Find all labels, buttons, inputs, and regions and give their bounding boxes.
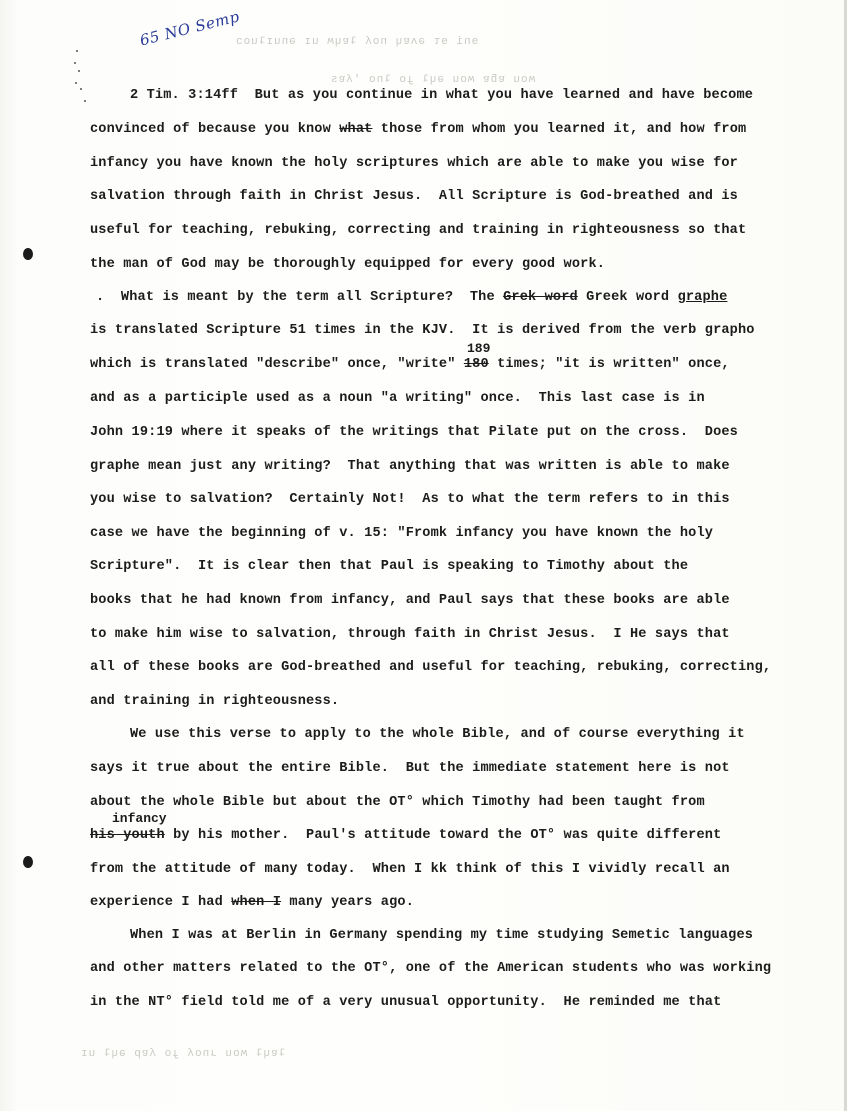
text-line: and training in righteousness. <box>90 694 340 709</box>
text-line: . What is meant by the term all Scripture? The Grek word Greek word graphe <box>96 290 728 305</box>
text-line: John 19:19 where it speaks of the writings that Pilate put on the cross. Does <box>90 425 738 440</box>
text-line: is translated Scripture 51 times in the KJV. It is derived from the verb grapho <box>90 323 755 338</box>
text-line: about the whole Bible but about the OT° which Timothy had been taught from <box>90 795 705 810</box>
text-line: convinced of because you know what those from whom you learned it, and how from <box>90 122 747 137</box>
text-line: and other matters related to the OT°, one of the American students who was working <box>90 961 772 976</box>
handwritten-note: 65 NO Semp <box>138 7 242 50</box>
bleed-through-text: ʍou ɐƃɐ ʍou ǝɥʇ ɟo ʇno 'ʎɐs <box>330 74 536 86</box>
punch-hole <box>23 856 33 868</box>
text-line: books that he had known from infancy, and Paul says that these books are able <box>90 593 730 608</box>
text-line: case we have the beginning of v. 15: "Fromk infancy you have known the holy <box>90 526 714 541</box>
text-line: you wise to salvation? Certainly Not! As to what the term refers to in this <box>90 492 730 507</box>
punch-hole <box>23 248 33 260</box>
text-line: and as a participle used as a noun "a writing" once. This last case is in <box>90 391 705 406</box>
text-line: When I was at Berlin in Germany spending my time studying Semetic languages <box>130 928 754 943</box>
text-line: says it true about the entire Bible. But the immediate statement here is not <box>90 761 730 776</box>
text-line: useful for teaching, rebuking, correcting and training in righteousness so that <box>90 223 747 238</box>
text-line: his youth by his mother. Paul's attitude toward the OT° was quite different <box>90 828 722 843</box>
inserted-word: infancy <box>112 811 167 826</box>
bleed-through-text: ʇɐɥʇ ʍou ɹnoʎ ɟo ʎɐp ǝɥʇ uɪ <box>80 1048 286 1060</box>
text-line: to make him wise to salvation, through faith in Christ Jesus. I He says that <box>90 627 730 642</box>
text-line: in the NT° field told me of a very unusual opportunity. He reminded me that <box>90 995 722 1010</box>
inserted-number: 189 <box>467 341 491 356</box>
margin-marks <box>72 48 92 108</box>
text-line: 2 Tim. 3:14ff But as you continue in what you have learned and have become <box>130 88 754 103</box>
text-line: which is translated "describe" once, "write" 180 times; "it is written" once, <box>90 357 730 372</box>
text-line: Scripture". It is clear then that Paul is speaking to Timothy about the <box>90 559 689 574</box>
text-line: We use this verse to apply to the whole Bible, and of course everything it <box>130 727 745 742</box>
text-line: salvation through faith in Christ Jesus. All Scripture is God-breathed and is <box>90 189 738 204</box>
text-line: the man of God may be thoroughly equipped for every good work. <box>90 257 606 272</box>
text-line: from the attitude of many today. When I kk think of this I vividly recall an <box>90 862 730 877</box>
text-line: experience I had when I many years ago. <box>90 895 415 910</box>
text-line: graphe mean just any writing? That anything that was written is able to make <box>90 459 730 474</box>
text-line: infancy you have known the holy scriptures which are able to make you wise for <box>90 156 738 171</box>
bleed-through-text: ɘni ɘτ ǝʌɐɥ noʎ ʇɐɥʍ uɪ ǝnuɪʇuoɔ <box>235 36 479 48</box>
text-line: all of these books are God-breathed and useful for teaching, rebuking, correcting, <box>90 660 772 675</box>
